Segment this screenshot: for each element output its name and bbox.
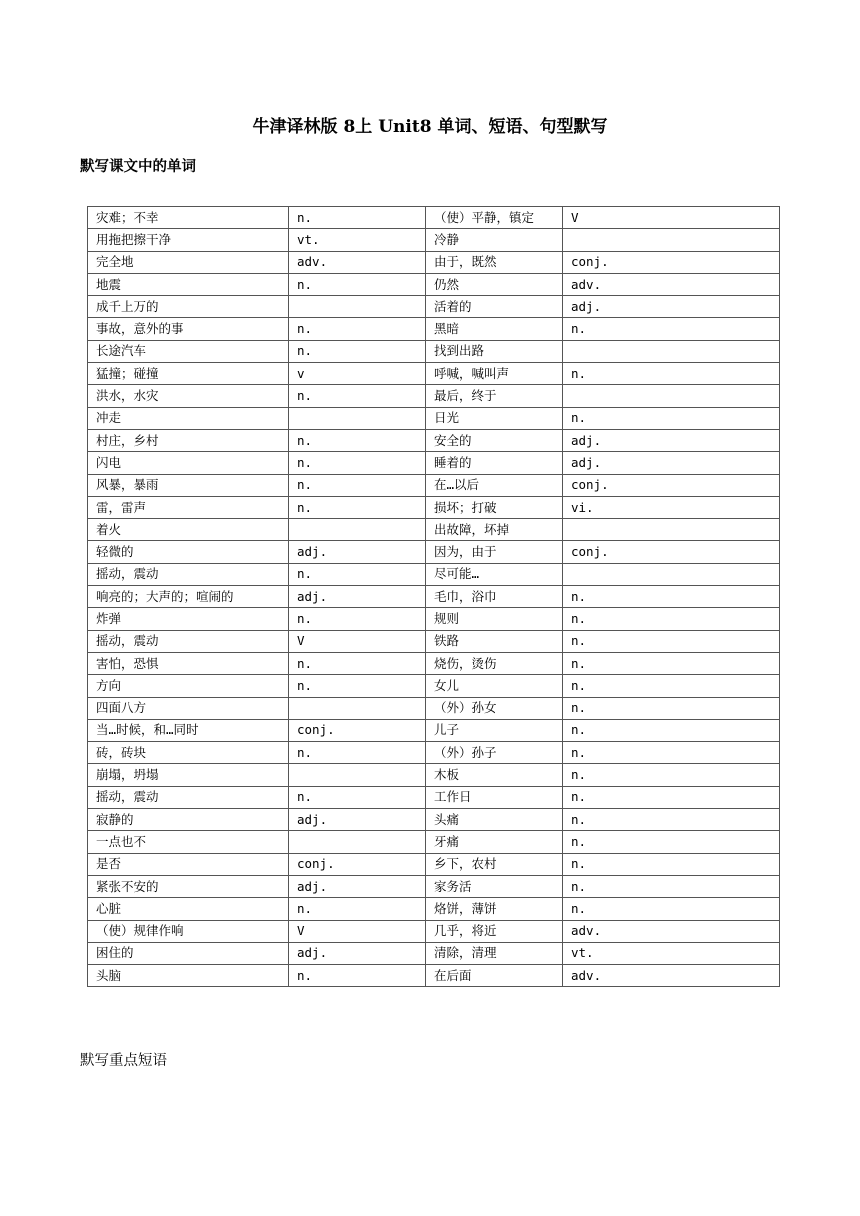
part-of-speech-cell: n.: [289, 273, 426, 295]
part-of-speech-cell: [563, 340, 780, 362]
chinese-meaning-cell: 害怕，恐惧: [88, 652, 289, 674]
part-of-speech-cell: adj.: [289, 942, 426, 964]
chinese-meaning-cell: 冷静: [426, 229, 563, 251]
part-of-speech-cell: n.: [563, 831, 780, 853]
chinese-meaning-cell: 头痛: [426, 809, 563, 831]
part-of-speech-cell: n.: [289, 608, 426, 630]
chinese-meaning-cell: 村庄，乡村: [88, 429, 289, 451]
chinese-meaning-cell: 仍然: [426, 273, 563, 295]
table-row: [88, 697, 780, 719]
chinese-meaning-cell: 完全地: [88, 251, 289, 273]
part-of-speech-cell: n.: [563, 652, 780, 674]
part-of-speech-cell: [563, 519, 780, 541]
part-of-speech-cell: [289, 697, 426, 719]
table-row: [88, 519, 780, 541]
part-of-speech-cell: vt.: [289, 229, 426, 251]
table-row: [88, 452, 780, 474]
part-of-speech-cell: n.: [563, 407, 780, 429]
part-of-speech-cell: vi.: [563, 496, 780, 518]
part-of-speech-cell: adv.: [563, 273, 780, 295]
part-of-speech-cell: n.: [289, 385, 426, 407]
table-row: [88, 809, 780, 831]
part-of-speech-cell: adj.: [289, 875, 426, 897]
chinese-meaning-cell: 用拖把擦干净: [88, 229, 289, 251]
table-row: [88, 407, 780, 429]
chinese-meaning-cell: 规则: [426, 608, 563, 630]
part-of-speech-cell: n.: [289, 786, 426, 808]
chinese-meaning-cell: 损坏；打破: [426, 496, 563, 518]
chinese-meaning-cell: 日光: [426, 407, 563, 429]
chinese-meaning-cell: 砖，砖块: [88, 742, 289, 764]
part-of-speech-cell: n.: [563, 586, 780, 608]
chinese-meaning-cell: 工作日: [426, 786, 563, 808]
part-of-speech-cell: n.: [289, 474, 426, 496]
part-of-speech-cell: n.: [289, 675, 426, 697]
chinese-meaning-cell: 尽可能…: [426, 563, 563, 585]
part-of-speech-cell: n.: [563, 318, 780, 340]
chinese-meaning-cell: 女儿: [426, 675, 563, 697]
chinese-meaning-cell: 地震: [88, 273, 289, 295]
table-row: [88, 541, 780, 563]
part-of-speech-cell: n.: [289, 340, 426, 362]
chinese-meaning-cell: 活着的: [426, 296, 563, 318]
part-of-speech-cell: [289, 407, 426, 429]
part-of-speech-cell: n.: [563, 809, 780, 831]
chinese-meaning-cell: 最后，终于: [426, 385, 563, 407]
chinese-meaning-cell: 心脏: [88, 898, 289, 920]
part-of-speech-cell: n.: [563, 875, 780, 897]
chinese-meaning-cell: 几乎，将近: [426, 920, 563, 942]
part-of-speech-cell: n.: [289, 429, 426, 451]
part-of-speech-cell: n.: [563, 898, 780, 920]
table-row: [88, 831, 780, 853]
chinese-meaning-cell: 因为，由于: [426, 541, 563, 563]
chinese-meaning-cell: 方向: [88, 675, 289, 697]
part-of-speech-cell: n.: [289, 207, 426, 229]
part-of-speech-cell: conj.: [289, 719, 426, 741]
part-of-speech-cell: n.: [563, 675, 780, 697]
chinese-meaning-cell: 长途汽车: [88, 340, 289, 362]
section-heading-phrases: 默写重点短语: [80, 1053, 167, 1069]
chinese-meaning-cell: 烧伤，烫伤: [426, 652, 563, 674]
chinese-meaning-cell: 紧张不安的: [88, 875, 289, 897]
part-of-speech-cell: V: [289, 920, 426, 942]
part-of-speech-cell: adj.: [563, 452, 780, 474]
table-row: [88, 229, 780, 251]
table-row: [88, 965, 780, 987]
part-of-speech-cell: n.: [289, 318, 426, 340]
table-row: [88, 273, 780, 295]
part-of-speech-cell: conj.: [563, 251, 780, 273]
table-row: [88, 875, 780, 897]
chinese-meaning-cell: 寂静的: [88, 809, 289, 831]
part-of-speech-cell: adv.: [289, 251, 426, 273]
chinese-meaning-cell: 呼喊，喊叫声: [426, 363, 563, 385]
table-row: [88, 207, 780, 229]
chinese-meaning-cell: 冲走: [88, 407, 289, 429]
part-of-speech-cell: n.: [563, 742, 780, 764]
chinese-meaning-cell: 由于，既然: [426, 251, 563, 273]
table-row: [88, 429, 780, 451]
chinese-meaning-cell: 一点也不: [88, 831, 289, 853]
part-of-speech-cell: n.: [563, 363, 780, 385]
part-of-speech-cell: adj.: [563, 296, 780, 318]
chinese-meaning-cell: 摇动，震动: [88, 786, 289, 808]
chinese-meaning-cell: 炸弹: [88, 608, 289, 630]
chinese-meaning-cell: 在…以后: [426, 474, 563, 496]
chinese-meaning-cell: 成千上万的: [88, 296, 289, 318]
chinese-meaning-cell: 铁路: [426, 630, 563, 652]
chinese-meaning-cell: 牙痛: [426, 831, 563, 853]
table-row: [88, 786, 780, 808]
chinese-meaning-cell: 事故，意外的事: [88, 318, 289, 340]
chinese-meaning-cell: 猛撞；碰撞: [88, 363, 289, 385]
part-of-speech-cell: [563, 229, 780, 251]
part-of-speech-cell: [289, 764, 426, 786]
part-of-speech-cell: [563, 385, 780, 407]
chinese-meaning-cell: （使）平静，镇定: [426, 207, 563, 229]
chinese-meaning-cell: 家务活: [426, 875, 563, 897]
table-row: [88, 652, 780, 674]
part-of-speech-cell: n.: [563, 786, 780, 808]
chinese-meaning-cell: 摇动，震动: [88, 563, 289, 585]
part-of-speech-cell: adj.: [289, 809, 426, 831]
chinese-meaning-cell: （外）孙女: [426, 697, 563, 719]
table-row: [88, 630, 780, 652]
chinese-meaning-cell: 头脑: [88, 965, 289, 987]
table-row: [88, 608, 780, 630]
part-of-speech-cell: conj.: [563, 541, 780, 563]
table-row: [88, 340, 780, 362]
chinese-meaning-cell: 轻微的: [88, 541, 289, 563]
chinese-meaning-cell: 睡着的: [426, 452, 563, 474]
table-row: [88, 920, 780, 942]
chinese-meaning-cell: 毛巾，浴巾: [426, 586, 563, 608]
chinese-meaning-cell: 乡下，农村: [426, 853, 563, 875]
table-row: [88, 764, 780, 786]
part-of-speech-cell: adj.: [289, 541, 426, 563]
chinese-meaning-cell: 着火: [88, 519, 289, 541]
chinese-meaning-cell: 灾难；不幸: [88, 207, 289, 229]
chinese-meaning-cell: 儿子: [426, 719, 563, 741]
part-of-speech-cell: n.: [289, 496, 426, 518]
part-of-speech-cell: adj.: [563, 429, 780, 451]
chinese-meaning-cell: 安全的: [426, 429, 563, 451]
table-row: [88, 496, 780, 518]
chinese-meaning-cell: 黑暗: [426, 318, 563, 340]
chinese-meaning-cell: 是否: [88, 853, 289, 875]
table-row: [88, 942, 780, 964]
table-row: [88, 318, 780, 340]
chinese-meaning-cell: （使）规律作响: [88, 920, 289, 942]
chinese-meaning-cell: 困住的: [88, 942, 289, 964]
chinese-meaning-cell: 摇动，震动: [88, 630, 289, 652]
chinese-meaning-cell: 闪电: [88, 452, 289, 474]
part-of-speech-cell: adv.: [563, 965, 780, 987]
part-of-speech-cell: n.: [289, 965, 426, 987]
table-row: [88, 586, 780, 608]
part-of-speech-cell: [289, 831, 426, 853]
chinese-meaning-cell: 洪水，水灾: [88, 385, 289, 407]
chinese-meaning-cell: 当…时候，和…同时: [88, 719, 289, 741]
part-of-speech-cell: adj.: [289, 586, 426, 608]
vocabulary-table-body: [88, 207, 780, 987]
part-of-speech-cell: n.: [289, 652, 426, 674]
part-of-speech-cell: n.: [289, 898, 426, 920]
chinese-meaning-cell: 雷，雷声: [88, 496, 289, 518]
chinese-meaning-cell: 烙饼，薄饼: [426, 898, 563, 920]
vocabulary-table: [87, 206, 780, 987]
part-of-speech-cell: V: [289, 630, 426, 652]
part-of-speech-cell: v: [289, 363, 426, 385]
chinese-meaning-cell: 四面八方: [88, 697, 289, 719]
chinese-meaning-cell: 在后面: [426, 965, 563, 987]
table-row: [88, 719, 780, 741]
part-of-speech-cell: n.: [289, 742, 426, 764]
part-of-speech-cell: n.: [563, 853, 780, 875]
table-row: [88, 675, 780, 697]
page-title: 牛津译林版 8上 Unit8 单词、短语、句型默写: [252, 117, 608, 137]
part-of-speech-cell: n.: [563, 608, 780, 630]
chinese-meaning-cell: 响亮的；大声的；喧闹的: [88, 586, 289, 608]
part-of-speech-cell: n.: [289, 452, 426, 474]
chinese-meaning-cell: 清除，清理: [426, 942, 563, 964]
part-of-speech-cell: V: [563, 207, 780, 229]
part-of-speech-cell: n.: [289, 563, 426, 585]
section-heading-words: 默写课文中的单词: [80, 159, 196, 175]
part-of-speech-cell: n.: [563, 630, 780, 652]
chinese-meaning-cell: 崩塌，坍塌: [88, 764, 289, 786]
part-of-speech-cell: adv.: [563, 920, 780, 942]
part-of-speech-cell: [563, 563, 780, 585]
part-of-speech-cell: [289, 296, 426, 318]
table-row: [88, 363, 780, 385]
table-row: [88, 563, 780, 585]
part-of-speech-cell: conj.: [289, 853, 426, 875]
table-row: [88, 251, 780, 273]
part-of-speech-cell: n.: [563, 764, 780, 786]
table-row: [88, 385, 780, 407]
table-row: [88, 853, 780, 875]
table-row: [88, 742, 780, 764]
part-of-speech-cell: vt.: [563, 942, 780, 964]
table-row: [88, 296, 780, 318]
chinese-meaning-cell: 找到出路: [426, 340, 563, 362]
part-of-speech-cell: [289, 519, 426, 541]
chinese-meaning-cell: 出故障，坏掉: [426, 519, 563, 541]
part-of-speech-cell: n.: [563, 697, 780, 719]
table-row: [88, 474, 780, 496]
part-of-speech-cell: n.: [563, 719, 780, 741]
chinese-meaning-cell: 木板: [426, 764, 563, 786]
chinese-meaning-cell: 风暴，暴雨: [88, 474, 289, 496]
chinese-meaning-cell: （外）孙子: [426, 742, 563, 764]
part-of-speech-cell: conj.: [563, 474, 780, 496]
table-row: [88, 898, 780, 920]
